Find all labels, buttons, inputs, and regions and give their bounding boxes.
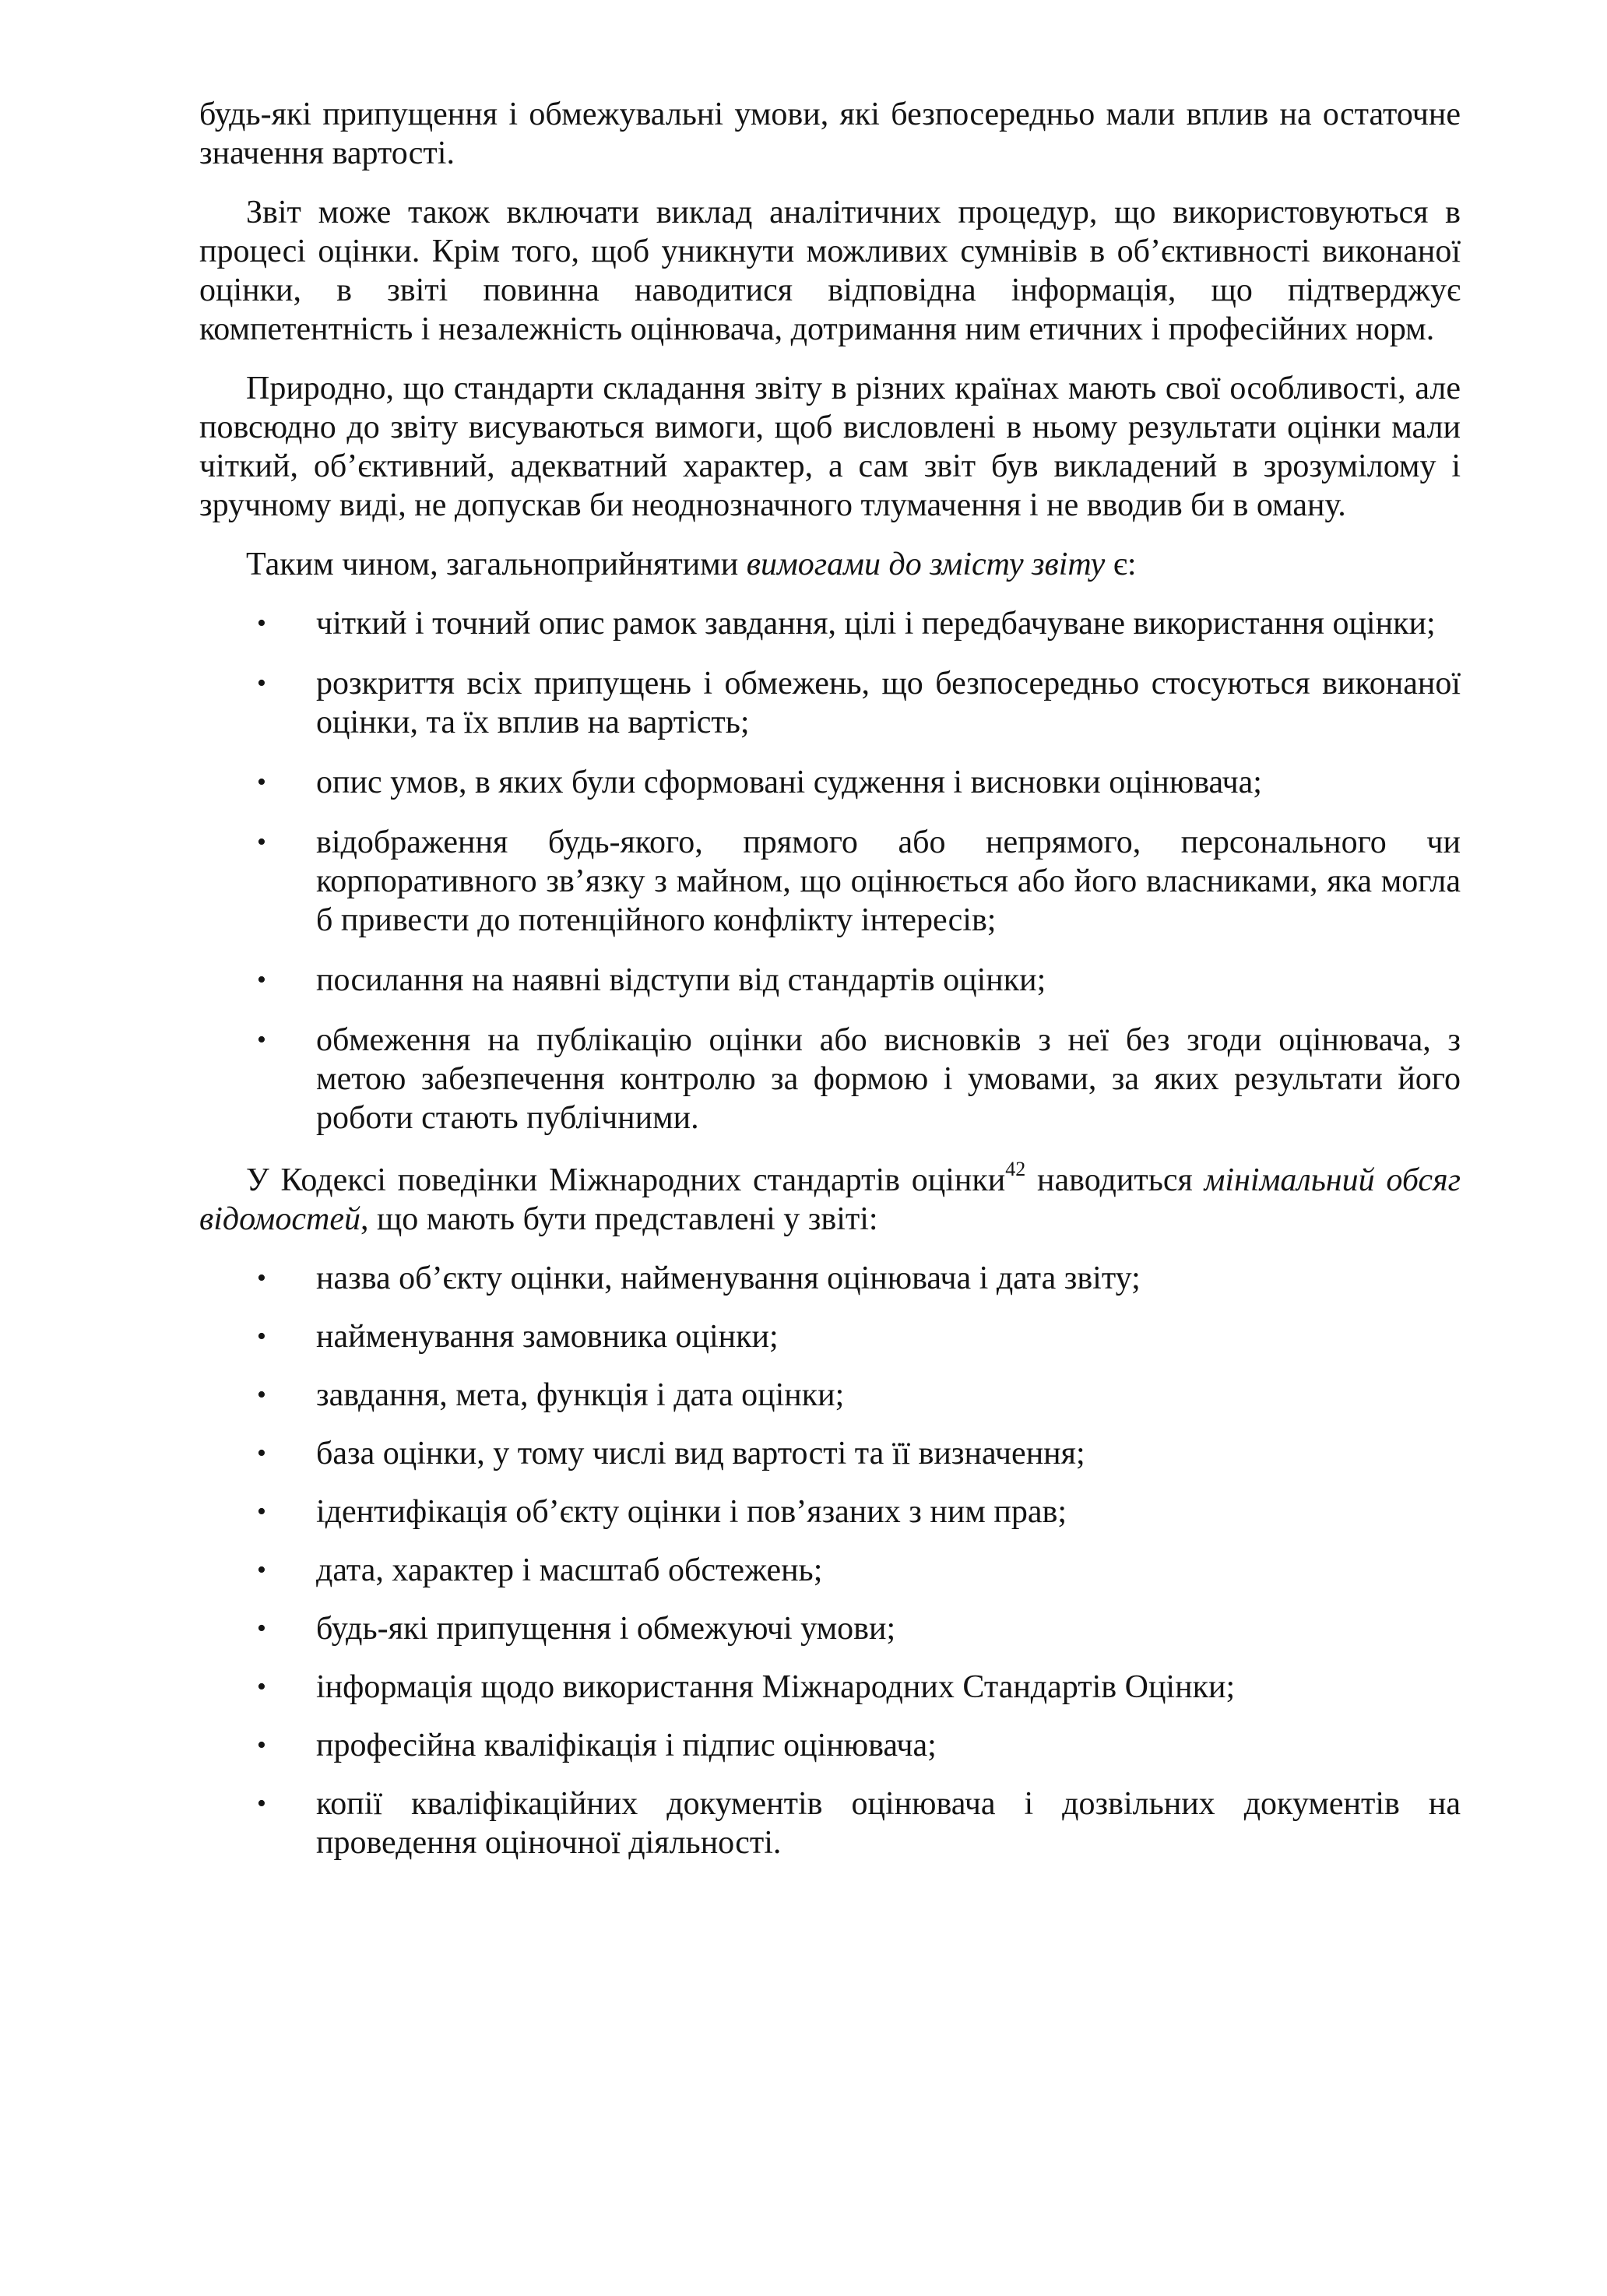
bullet-icon: • — [257, 1731, 266, 1760]
footnote-marker: 42 — [1005, 1158, 1026, 1180]
bullet-icon: • — [257, 1556, 266, 1584]
requirements-intro-emphasis: вимогами до змісту звіту — [746, 547, 1106, 582]
list-item-text: посилання на наявні відступи від стандартів оцінки; — [316, 962, 1046, 998]
list-item-text: обмеження на публікацію оцінки або висновків з неї без згоди оцінювача, з метою забезпечення контролю за формою і умовами, за яких результати його роботи стають публічними. — [316, 1022, 1461, 1136]
bullet-icon: • — [257, 1439, 266, 1468]
list-item-text: копії кваліфікаційних документів оцінювача і дозвільних документів на проведення оціночної діяльності. — [316, 1786, 1461, 1861]
list-item-text: відображення будь-якого, прямого або непрямого, персонального чи корпоративного зв’язку з майном, що оцінюється або його власниками, яка могла б привести до потенційного конфлікту інтересів; — [316, 825, 1461, 938]
list-item-text: дата, характер і масштаб обстежень; — [316, 1552, 823, 1588]
bullet-icon: • — [257, 1322, 266, 1351]
list-item — [199, 823, 1461, 940]
minimum-intro-continuation: наводиться — [1025, 1162, 1193, 1198]
bullet-icon: • — [257, 1380, 266, 1409]
list-item — [199, 1609, 1461, 1648]
list-item — [199, 1376, 1461, 1415]
list-item-text: будь-які припущення і обмежуючі умови; — [316, 1611, 896, 1647]
list-item-text: інформація щодо використання Міжнародних Стандартів Оцінки; — [316, 1669, 1236, 1705]
paragraph-report-content: Звіт може також включати виклад аналітичних процедур, що використовуються в процесі оцінки. Крім того, щоб уникнути можливих сумнівів в об’єктивності виконаної оцінки, в звіті повинна наводитися відповідна інформація, що підтверджує компетентність і незалежність оцінювача, дотримання ним етичних і професійних норм. — [199, 195, 1461, 347]
bullet-icon: • — [257, 1025, 266, 1054]
list-item-text: чіткий і точний опис рамок завдання, цілі і передбачуване використання оцінки; — [316, 606, 1436, 642]
page-text — [199, 95, 1461, 1886]
bullet-icon: • — [257, 609, 266, 638]
list-item — [199, 1784, 1461, 1862]
list-item-text: назва об’єкту оцінки, найменування оцінювача і дата звіту; — [316, 1261, 1141, 1296]
list-item — [199, 1726, 1461, 1765]
list-item — [199, 1551, 1461, 1590]
bullet-icon: • — [257, 669, 266, 698]
paragraph-report-standards: Природно, що стандарти складання звіту в різних країнах мають свої особливості, але повсюдно до звіту висуваються вимоги, щоб висловлені в ньому результати оцінки мали чіткий, об’єктивний, адекватний характер, а сам звіт був викладений в зрозумілому і зручному виді, не допускав би неоднозначного тлумачення і не вводив би в оману. — [199, 371, 1461, 523]
minimum-intro-end: , що мають бути представлені у звіті: — [360, 1201, 878, 1237]
list-item — [199, 1434, 1461, 1473]
bullet-icon: • — [257, 1614, 266, 1643]
list-item — [199, 604, 1461, 643]
bullet-icon: • — [257, 965, 266, 994]
list-item — [199, 1493, 1461, 1531]
list-item — [199, 1259, 1461, 1298]
list-item-text: опис умов, в яких були сформовані судження і висновки оцінювача; — [316, 765, 1262, 800]
bullet-icon: • — [257, 1264, 266, 1292]
list-item — [199, 763, 1461, 802]
bullet-icon: • — [257, 768, 266, 796]
requirements-list — [199, 604, 1461, 1137]
paragraph-continuation: будь-які припущення і обмежувальні умови, які безпосередньо мали вплив на остаточне значення вартості. — [199, 97, 1461, 171]
list-item-text: ідентифікація об’єкту оцінки і пов’язаних з ним прав; — [316, 1494, 1067, 1530]
bullet-icon: • — [257, 828, 266, 856]
list-item-text: завдання, мета, функція і дата оцінки; — [316, 1377, 845, 1413]
bullet-icon: • — [257, 1497, 266, 1526]
requirements-intro-text: Таким чином, загальноприйнятими — [246, 547, 747, 582]
minimum-contents-list — [199, 1259, 1461, 1862]
bullet-icon: • — [257, 1672, 266, 1701]
list-item — [199, 961, 1461, 1000]
paragraph-minimum-contents-intro — [199, 1158, 1461, 1239]
list-item-text: база оцінки, у тому числі вид вартості та її визначення; — [316, 1436, 1085, 1471]
minimum-intro-emphasis: мінімальний обсяг відомостей — [199, 1162, 1461, 1237]
list-item-text: найменування замовника оцінки; — [316, 1319, 779, 1355]
requirements-intro-end: є: — [1105, 547, 1137, 582]
list-item — [199, 1021, 1461, 1137]
list-item-text: розкриття всіх припущень і обмежень, що безпосередньо стосуються виконаної оцінки, та їх вплив на вартість; — [316, 666, 1461, 740]
list-item — [199, 1317, 1461, 1356]
bullet-icon: • — [257, 1789, 266, 1818]
list-item — [199, 664, 1461, 742]
list-item-text: професійна кваліфікація і підпис оцінювача; — [316, 1728, 937, 1763]
list-item — [199, 1668, 1461, 1707]
paragraph-requirements-intro — [199, 545, 1461, 584]
minimum-intro-text: У Кодексі поведінки Міжнародних стандартів оцінки — [246, 1162, 1006, 1198]
